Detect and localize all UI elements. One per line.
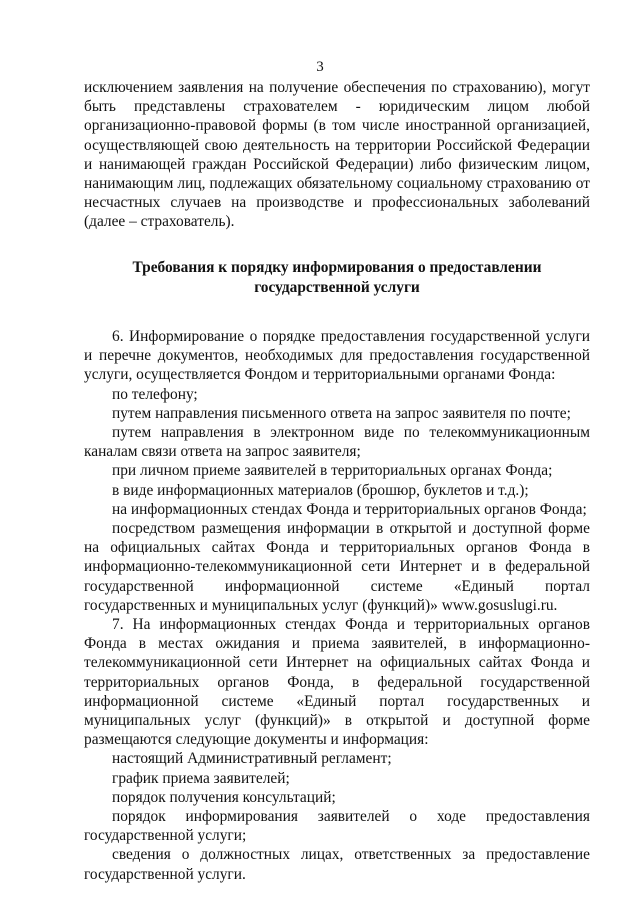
paragraph: 7. На информационных стендах Фонда и территориальных органов Фонда в местах ожидания и приема заявителей, в информационно-телекоммуникационной сети Интернет на официальных сайтах Фонда и территориальных органов Фонда, в федеральной государственной информационной системе «Единый портал государственных и муниципальных услуг (функций)» в открытой и доступной форме размещаются следующие документы и информация: [84,616,590,749]
paragraph: сведения о должностных лицах, ответственных за предоставление государственной услуги. [84,846,590,883]
paragraph: по телефону; [112,385,198,403]
paragraph: 6. Информирование о порядке предоставления государственной услуги и перечне документов, необходимых для предоставления государственной услуги, осуществляется Фондом и территориальными органами Фонда: [84,328,590,384]
section-heading [84,258,590,297]
paragraph: порядок получения консультаций; [112,788,336,806]
paragraph: настоящий Административный регламент; [112,750,392,768]
body-text [84,327,590,884]
intro-paragraph: исключением заявления на получение обеспечения по страхованию), могут быть представлены страхователем - юридическим лицом любой организационно-правовой формы (в том числе иностранной организацией, осуществляющей свою деятельность на территории Российской Федерации и нанимающей граждан Российской Федерации) либо физическим лицом, нанимающим лиц, подлежащих обязательному социальному страхованию от несчастных случаев на производстве и профессиональных заболеваний (далее – страхователь). [84,79,590,231]
paragraph: путем направления письменного ответа на запрос заявителя по почте; [112,404,571,422]
paragraph: на информационных стендах Фонда и территориальных органов Фонда; [112,500,587,518]
page-number: 3 [316,59,324,75]
paragraph: в виде информационных материалов (брошюр, буклетов и т.д.); [112,481,529,499]
paragraph: при личном приеме заявителей в территориальных органах Фонда; [112,462,553,480]
paragraph: порядок информирования заявителей о ходе предоставления государственной услуги; [84,808,590,845]
paragraph: график приема заявителей; [112,769,290,787]
section-heading-line-1: Требования к порядку информирования о предоставлении [132,259,542,276]
section-heading-line-2: государственной услуги [254,278,420,296]
intro-text [84,78,590,232]
paragraph: посредством размещения информации в открытой и доступной форме на официальных сайтах Фонда и территориальных органов Фонда в информационно-телекоммуникационной сети Интернет и в федеральной государственной информационной системе «Единый портал государственных и муниципальных услуг (функций)» www.gosuslugi.ru. [84,520,590,614]
paragraph: путем направления в электронном виде по телекоммуникационным каналам связи ответа на запрос заявителя; [84,424,590,461]
